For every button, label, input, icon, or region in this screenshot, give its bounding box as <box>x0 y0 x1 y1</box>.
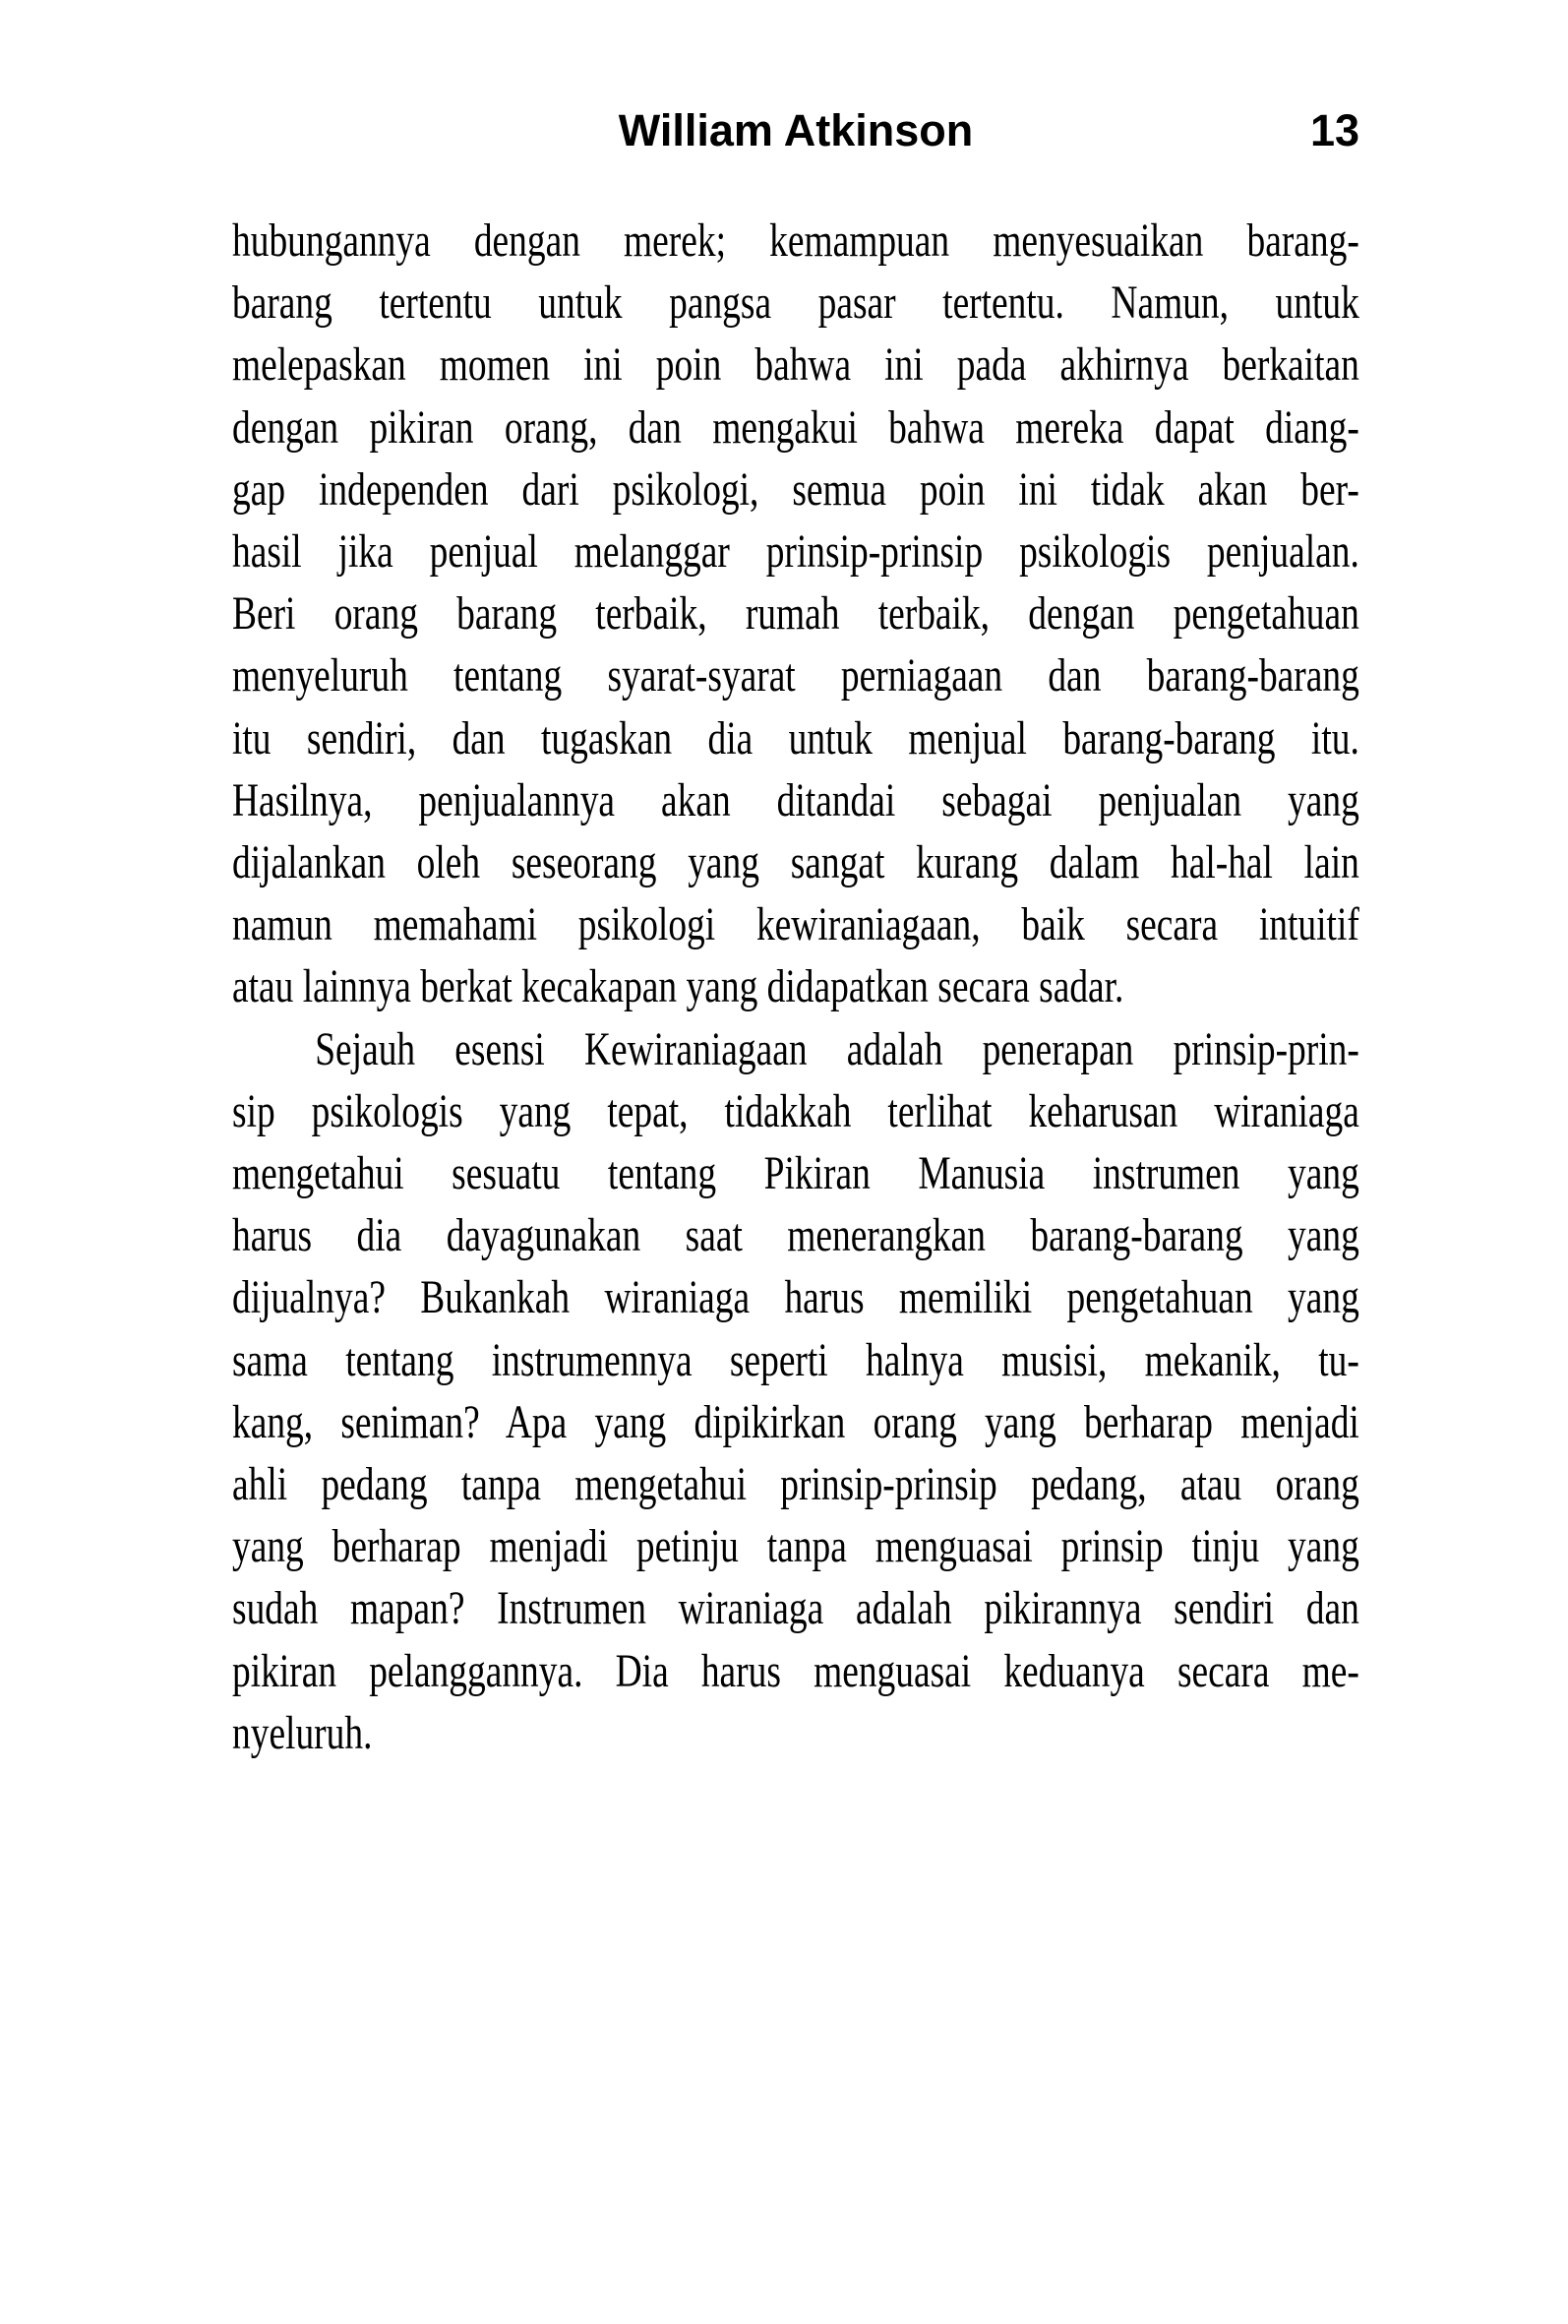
page-title: William Atkinson <box>618 105 974 155</box>
text-line: harus dia dayagunakan saat menerangkan barang-barang yang <box>232 1209 1359 1262</box>
text-line: dengan pikiran orang, dan mengakui bahwa mereka dapat diang- <box>232 400 1359 454</box>
paragraph <box>232 1018 1359 1764</box>
text-line: Beri orang barang terbaik, rumah terbaik, dengan pengetahuan <box>232 587 1359 641</box>
text-line: atau lainnya berkat kecakapan yang didapatkan secara sadar. <box>232 960 1124 1013</box>
text-line: ahli pedang tanpa mengetahui prinsip-prinsip pedang, atau orang <box>232 1458 1359 1511</box>
body-text <box>232 210 1359 1764</box>
text-line: gap independen dari psikologi, semua poin ini tidak akan ber- <box>232 462 1359 516</box>
text-line: sip psikologis yang tepat, tidakkah terlihat keharusan wiraniaga <box>232 1084 1359 1137</box>
text-line: namun memahami psikologi kewiraniagaan, baik secara intuitif <box>232 898 1359 951</box>
text-line: Sejauh esensi Kewiraniagaan adalah penerapan prinsip-prin- <box>315 1022 1359 1075</box>
text-line: nyeluruh. <box>232 1706 373 1759</box>
text-line: dijalankan oleh seseorang yang sangat kurang dalam hal-hal lain <box>232 836 1359 889</box>
text-line: itu sendiri, dan tugaskan dia untuk menjual barang-barang itu. <box>232 711 1359 764</box>
text-line: hasil jika penjual melanggar prinsip-prinsip psikologis penjualan. <box>232 525 1359 579</box>
text-line: sudah mapan? Instrumen wiraniaga adalah pikirannya sendiri dan <box>232 1582 1359 1635</box>
text-line: barang tertentu untuk pangsa pasar tertentu. Namun, untuk <box>232 276 1359 330</box>
text-line: menyeluruh tentang syarat-syarat perniagaan dan barang-barang <box>232 649 1359 703</box>
text-line: mengetahui sesuatu tentang Pikiran Manusia instrumen yang <box>232 1147 1359 1200</box>
text-line: sama tentang instrumennya seperti halnya musisi, mekanik, tu- <box>232 1333 1359 1386</box>
text-line: Hasilnya, penjualannya akan ditandai sebagai penjualan yang <box>232 773 1359 826</box>
paragraph <box>232 210 1359 1018</box>
text-line: pikiran pelanggannya. Dia harus menguasai keduanya secara me- <box>232 1644 1359 1697</box>
text-line: hubungannya dengan merek; kemampuan menyesuaikan barang- <box>232 214 1359 267</box>
running-header <box>232 105 1359 155</box>
text-line: yang berharap menjadi petinju tanpa menguasai prinsip tinju yang <box>232 1520 1359 1573</box>
text-line: melepaskan momen ini poin bahwa ini pada akhirnya berkaitan <box>232 338 1359 392</box>
page-number: 13 <box>1309 105 1359 155</box>
text-line: dijualnya? Bukankah wiraniaga harus memiliki pengetahuan yang <box>232 1271 1359 1324</box>
text-line: kang, seniman? Apa yang dipikirkan orang yang berharap menjadi <box>232 1395 1359 1448</box>
